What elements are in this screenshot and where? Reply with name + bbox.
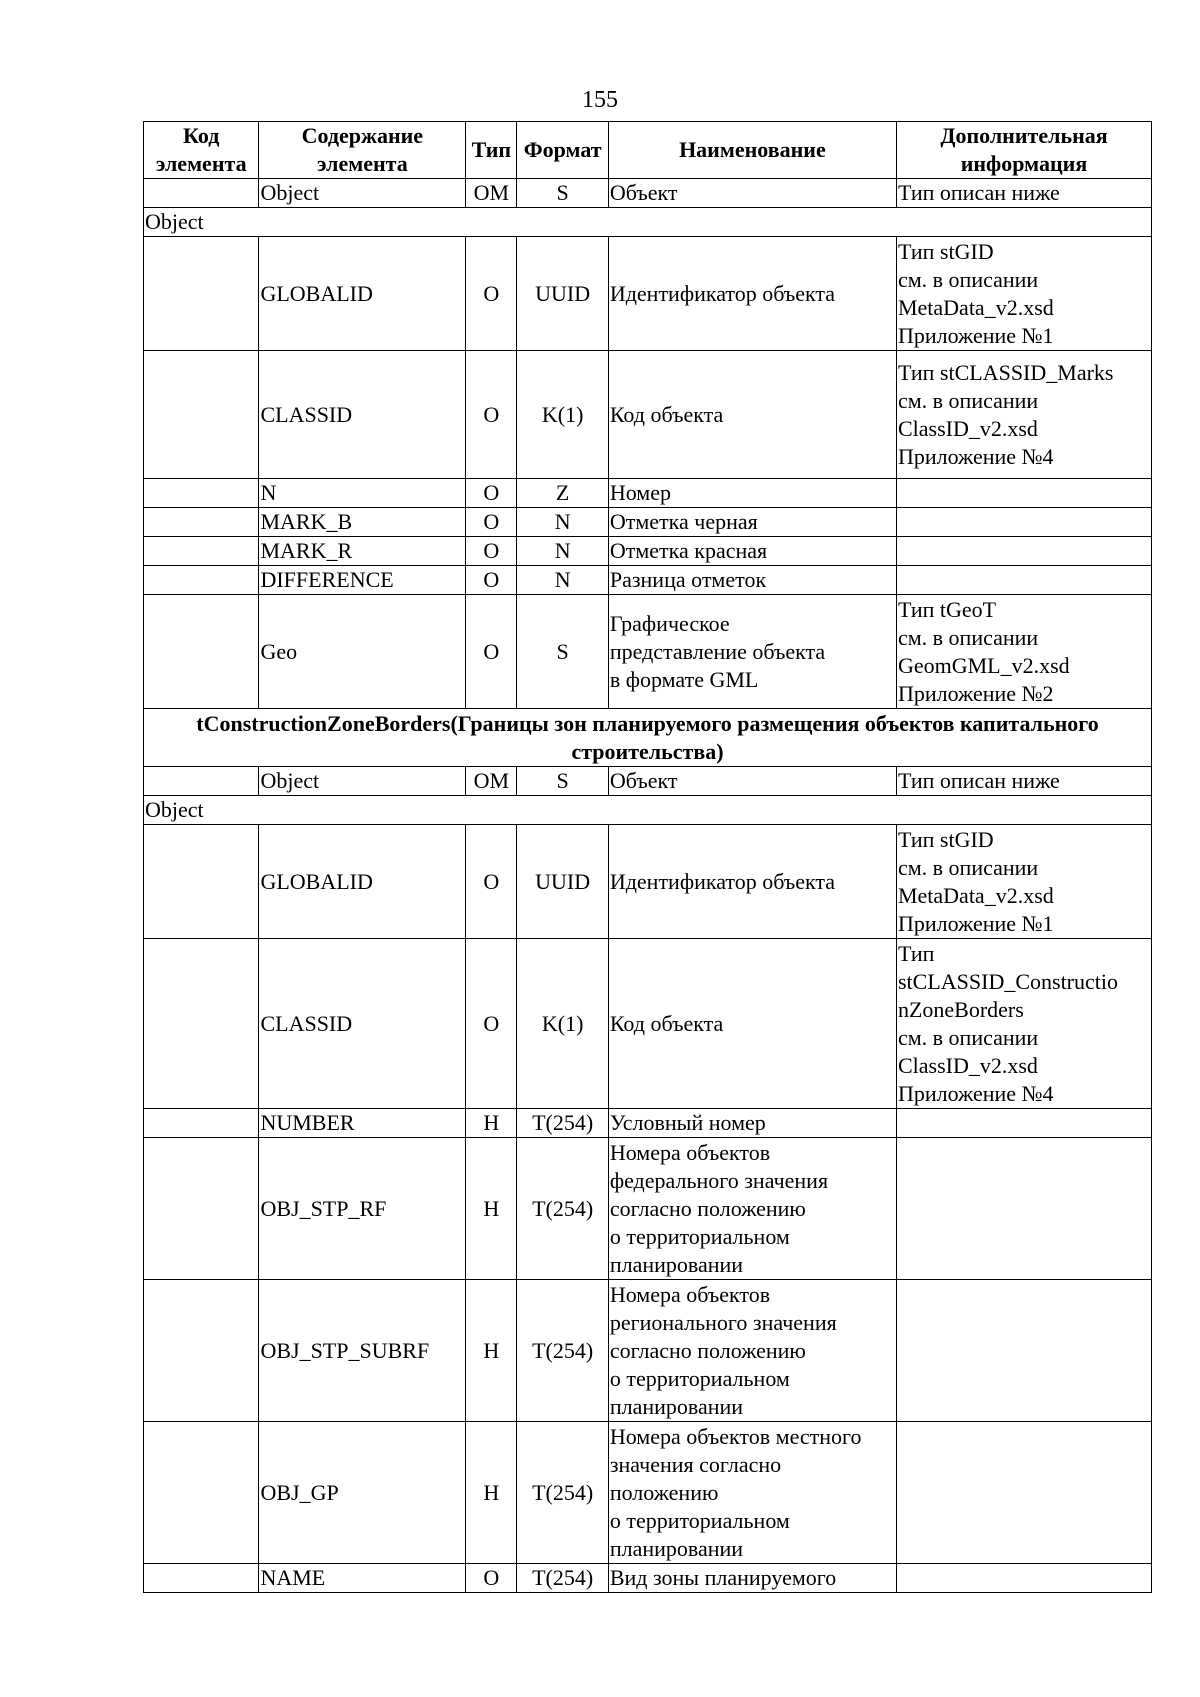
cell-name: Вид зоны планируемого	[608, 1564, 896, 1593]
cell-name: Код объекта	[608, 939, 896, 1109]
cell-name: Идентификатор объекта	[608, 237, 896, 351]
table-row	[144, 939, 1152, 1109]
cell-code	[144, 1422, 259, 1564]
cell-code	[144, 237, 259, 351]
cell-type: O	[466, 237, 517, 351]
cell-code	[144, 595, 259, 709]
cell-type: H	[466, 1422, 517, 1564]
header-code: Код элемента	[144, 122, 259, 179]
table-row	[144, 179, 1152, 208]
cell-type: O	[466, 595, 517, 709]
cell-content: OBJ_STP_RF	[259, 1138, 466, 1280]
section-title-row	[144, 709, 1152, 767]
cell-name: Объект	[608, 179, 896, 208]
cell-type: O	[466, 566, 517, 595]
cell-format: S	[517, 179, 608, 208]
table-row	[144, 351, 1152, 479]
header-content: Содержание элемента	[259, 122, 466, 179]
table-row	[144, 479, 1152, 508]
cell-type: O	[466, 825, 517, 939]
table-row	[144, 566, 1152, 595]
cell-name: Графическое представление объекта в формате GML	[608, 595, 896, 709]
cell-type: O	[466, 351, 517, 479]
cell-type: O	[466, 508, 517, 537]
table-row	[144, 237, 1152, 351]
cell-info	[896, 1109, 1151, 1138]
cell-format: T(254)	[517, 1280, 608, 1422]
cell-format: N	[517, 508, 608, 537]
table-row	[144, 1422, 1152, 1564]
cell-info	[896, 1138, 1151, 1280]
cell-content: GLOBALID	[259, 825, 466, 939]
cell-code	[144, 1109, 259, 1138]
group-label-row	[144, 208, 1152, 237]
cell-info: Тип stGID см. в описании MetaData_v2.xsd Приложение №1	[896, 237, 1151, 351]
cell-info	[896, 508, 1151, 537]
cell-code	[144, 566, 259, 595]
cell-code	[144, 537, 259, 566]
cell-content: Geo	[259, 595, 466, 709]
cell-code	[144, 508, 259, 537]
cell-format: N	[517, 566, 608, 595]
cell-content: N	[259, 479, 466, 508]
cell-info: Тип tGeoT см. в описании GeomGML_v2.xsd Приложение №2	[896, 595, 1151, 709]
table-row	[144, 537, 1152, 566]
cell-type: OM	[466, 767, 517, 796]
page-number: 155	[582, 87, 618, 113]
cell-content: CLASSID	[259, 351, 466, 479]
cell-content: GLOBALID	[259, 237, 466, 351]
cell-type: OM	[466, 179, 517, 208]
table-row	[144, 595, 1152, 709]
cell-code	[144, 351, 259, 479]
cell-content: MARK_R	[259, 537, 466, 566]
cell-type: O	[466, 479, 517, 508]
cell-info	[896, 537, 1151, 566]
table-row	[144, 1280, 1152, 1422]
cell-code	[144, 939, 259, 1109]
cell-name: Отметка черная	[608, 508, 896, 537]
cell-format: UUID	[517, 825, 608, 939]
cell-info: Тип описан ниже	[896, 767, 1151, 796]
table-row	[144, 825, 1152, 939]
table-row	[144, 767, 1152, 796]
cell-code	[144, 179, 259, 208]
cell-format: T(254)	[517, 1109, 608, 1138]
cell-info	[896, 1564, 1151, 1593]
cell-name: Код объекта	[608, 351, 896, 479]
cell-name: Идентификатор объекта	[608, 825, 896, 939]
cell-name: Объект	[608, 767, 896, 796]
cell-info: Тип описан ниже	[896, 179, 1151, 208]
cell-format: K(1)	[517, 351, 608, 479]
cell-info: Тип stCLASSID_Marks см. в описании ClassID_v2.xsd Приложение №4	[896, 351, 1151, 479]
section-title: tConstructionZoneBorders(Границы зон планируемого размещения объектов капитального строительства)	[144, 709, 1152, 767]
table-row	[144, 1138, 1152, 1280]
cell-name: Условный номер	[608, 1109, 896, 1138]
cell-format: Z	[517, 479, 608, 508]
table-row	[144, 1109, 1152, 1138]
cell-format: T(254)	[517, 1138, 608, 1280]
cell-type: O	[466, 537, 517, 566]
cell-content: NUMBER	[259, 1109, 466, 1138]
cell-code	[144, 1280, 259, 1422]
cell-name: Номер	[608, 479, 896, 508]
cell-content: MARK_B	[259, 508, 466, 537]
table-row	[144, 508, 1152, 537]
cell-code	[144, 825, 259, 939]
cell-code	[144, 479, 259, 508]
cell-name: Номера объектов федерального значения согласно положению о территориальном планировании	[608, 1138, 896, 1280]
cell-info	[896, 1280, 1151, 1422]
cell-type: O	[466, 1564, 517, 1593]
header-type: Тип	[466, 122, 517, 179]
header-name: Наименование	[608, 122, 896, 179]
cell-content: OBJ_GP	[259, 1422, 466, 1564]
cell-info	[896, 566, 1151, 595]
cell-name: Разница отметок	[608, 566, 896, 595]
cell-content: NAME	[259, 1564, 466, 1593]
cell-info	[896, 1422, 1151, 1564]
cell-type: H	[466, 1138, 517, 1280]
cell-format: N	[517, 537, 608, 566]
cell-type: O	[466, 939, 517, 1109]
cell-content: OBJ_STP_SUBRF	[259, 1280, 466, 1422]
group-label-row	[144, 796, 1152, 825]
cell-code	[144, 767, 259, 796]
cell-content: CLASSID	[259, 939, 466, 1109]
schema-table	[143, 121, 1152, 1593]
cell-info	[896, 479, 1151, 508]
cell-content: DIFFERENCE	[259, 566, 466, 595]
cell-format: S	[517, 595, 608, 709]
cell-name: Номера объектов местного значения согласно положению о территориальном планировании	[608, 1422, 896, 1564]
cell-code	[144, 1138, 259, 1280]
cell-info: Тип stCLASSID_Constructio nZoneBorders см. в описании ClassID_v2.xsd Приложение №4	[896, 939, 1151, 1109]
cell-format: S	[517, 767, 608, 796]
cell-name: Отметка красная	[608, 537, 896, 566]
cell-type: H	[466, 1280, 517, 1422]
cell-format: T(254)	[517, 1564, 608, 1593]
cell-format: K(1)	[517, 939, 608, 1109]
cell-format: T(254)	[517, 1422, 608, 1564]
table-header-row	[144, 122, 1152, 179]
header-format: Формат	[517, 122, 608, 179]
group-label: Object	[144, 208, 1152, 237]
table-row	[144, 1564, 1152, 1593]
cell-type: H	[466, 1109, 517, 1138]
cell-content: Object	[259, 179, 466, 208]
header-info: Дополнительная информация	[896, 122, 1151, 179]
cell-code	[144, 1564, 259, 1593]
cell-info: Тип stGID см. в описании MetaData_v2.xsd Приложение №1	[896, 825, 1151, 939]
group-label: Object	[144, 796, 1152, 825]
cell-name: Номера объектов регионального значения согласно положению о территориальном планировании	[608, 1280, 896, 1422]
cell-content: Object	[259, 767, 466, 796]
cell-format: UUID	[517, 237, 608, 351]
